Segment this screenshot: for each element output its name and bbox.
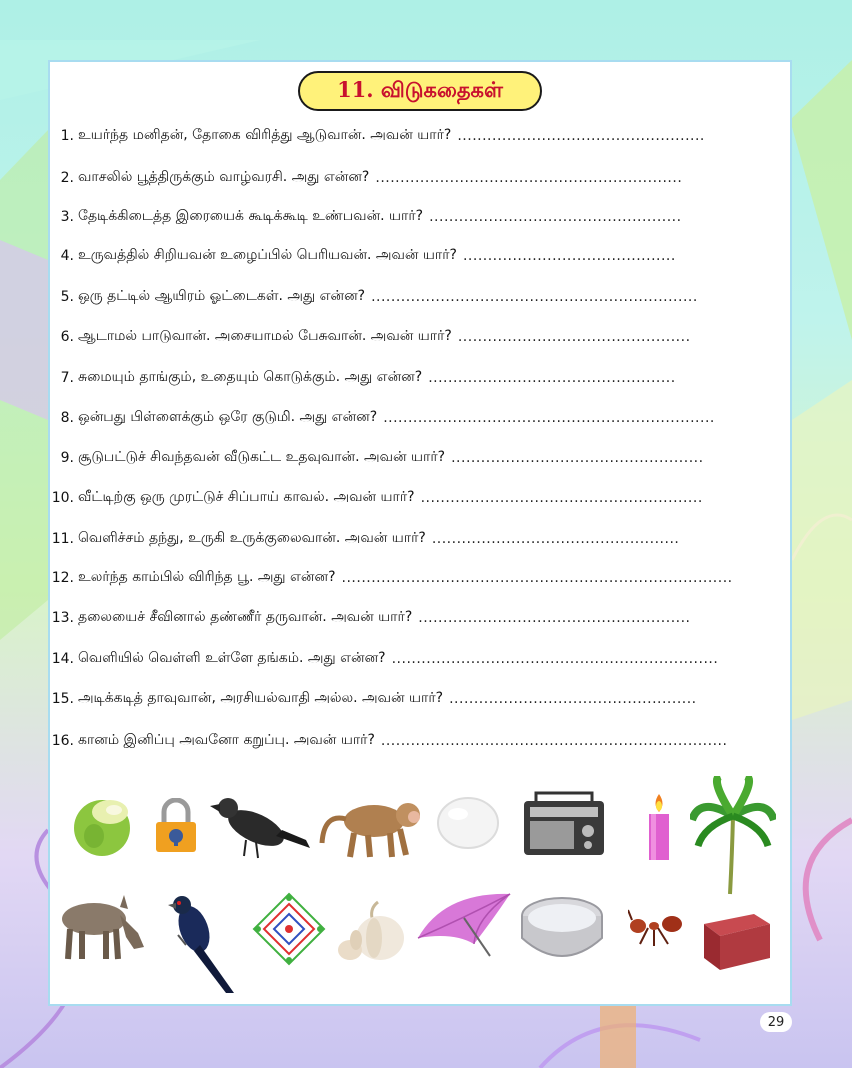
palm-tree-icon <box>690 776 776 896</box>
riddle-number: 8. <box>60 410 74 426</box>
riddle-text: சுமையும் தாங்கும், உதையும் கொடுக்கும். அது என்ன? <box>78 369 423 385</box>
umbrella-icon <box>414 888 514 960</box>
riddle-item <box>44 326 691 348</box>
padlock-icon <box>154 798 198 854</box>
riddle-item <box>44 607 691 629</box>
answer-blank[interactable]: ................................................... <box>451 450 704 466</box>
riddle-text: வீட்டிற்கு ஒரு முரட்டுச் சிப்பாய் காவல். அவன் யார்? <box>78 489 415 505</box>
riddle-text: வெளிச்சம் தந்து, உருகி உருக்குலைவான். அவன் யார்? <box>78 530 426 546</box>
page-number: 29 <box>760 1012 792 1032</box>
riddle-number: 1. <box>60 128 74 144</box>
answer-blank[interactable]: .................................................. <box>449 691 697 707</box>
coconut-icon <box>70 792 134 858</box>
riddle-item <box>44 367 676 389</box>
page-title: 11. விடுகதைகள் <box>337 77 503 102</box>
riddle-number: 6. <box>60 329 74 345</box>
riddle-number: 3. <box>60 209 74 225</box>
riddle-number: 13. <box>51 610 74 626</box>
riddle-item <box>44 730 727 752</box>
riddle-item <box>44 245 676 267</box>
cuckoo-icon <box>164 893 236 995</box>
answer-blank[interactable]: ...................................................................... <box>380 733 728 749</box>
candle-icon <box>644 794 674 862</box>
riddle-number: 10. <box>51 490 74 506</box>
answer-blank[interactable]: ........................................... <box>462 248 676 264</box>
riddle-item <box>44 688 697 710</box>
riddle-item <box>44 528 679 550</box>
egg-icon <box>436 796 500 850</box>
riddle-number: 2. <box>60 170 74 186</box>
sieve-icon <box>520 894 604 966</box>
riddle-number: 9. <box>60 450 74 466</box>
title-banner <box>298 71 542 111</box>
ant-icon <box>628 908 686 948</box>
riddle-number: 5. <box>60 289 74 305</box>
monkey-icon <box>318 793 426 859</box>
riddle-text: அடிக்கடித் தாவுவான், அரசியல்வாதி அல்ல. அவன் யார்? <box>78 690 444 706</box>
riddle-number: 7. <box>60 370 74 386</box>
riddle-text: சூடுபட்டுச் சிவந்தவன் வீடுகட்ட உதவுவான். அவன் யார்? <box>78 449 446 465</box>
answer-blank[interactable]: .................................................................. <box>391 651 719 667</box>
answer-blank[interactable]: .................................................. <box>431 531 680 547</box>
riddle-text: தேடிக்கிடைத்த இரையைக் கூடிக்கூடி உண்பவன். யார்? <box>78 208 424 224</box>
riddle-number: 14. <box>51 651 74 667</box>
riddle-item <box>44 125 705 147</box>
riddle-item <box>44 487 703 509</box>
garlic-icon <box>334 898 408 964</box>
answer-blank[interactable]: .................................................. <box>457 128 705 144</box>
answer-blank[interactable]: ............................................... <box>457 329 691 345</box>
riddle-item <box>44 447 704 469</box>
answer-blank[interactable]: ............................................................................... <box>341 570 733 586</box>
answer-blank[interactable]: ......................................................... <box>420 490 703 506</box>
riddle-item <box>44 407 715 429</box>
riddle-text: உயர்ந்த மனிதன், தோகை விரித்து ஆடுவான். அவன் யார்? <box>78 127 452 143</box>
answer-blank[interactable]: ....................................................... <box>418 610 691 626</box>
riddle-text: உலர்ந்த காம்பில் விரிந்த பூ. அது என்ன? <box>78 569 336 585</box>
riddle-text: உருவத்தில் சிறியவன் உழைப்பில் பெரியவன். அவன் யார்? <box>78 247 457 263</box>
riddle-number: 12. <box>51 570 74 586</box>
riddle-item <box>44 567 733 589</box>
riddle-item <box>44 206 682 228</box>
donkey-icon <box>54 893 146 963</box>
riddle-text: வாசலில் பூத்திருக்கும் வாழ்வரசி. அது என்ன? <box>78 169 370 185</box>
radio-icon <box>522 789 606 857</box>
answer-blank[interactable]: .............................................................. <box>375 170 683 186</box>
riddle-number: 11. <box>51 531 74 547</box>
riddle-item <box>44 167 682 189</box>
riddle-text: கானம் இனிப்பு அவனோ கறுப்பு. அவன் யார்? <box>78 732 375 748</box>
riddle-item <box>44 286 698 308</box>
crow-icon <box>206 790 310 860</box>
kolam-icon <box>252 892 326 966</box>
brick-icon <box>702 910 772 972</box>
answer-blank[interactable]: ................................................................... <box>383 410 715 426</box>
riddle-number: 4. <box>60 248 74 264</box>
answer-blank[interactable]: ................................................... <box>429 209 682 225</box>
answer-blank[interactable]: .................................................. <box>428 370 676 386</box>
riddle-text: தலையைச் சீவினால் தண்ணீர் தருவான். அவன் யார்? <box>78 609 413 625</box>
riddle-number: 15. <box>51 691 74 707</box>
riddle-text: ஒரு தட்டில் ஆயிரம் ஓட்டைகள். அது என்ன? <box>78 288 366 304</box>
riddle-item <box>44 648 718 670</box>
riddle-number: 16. <box>51 733 74 749</box>
answer-blank[interactable]: .................................................................. <box>371 289 698 305</box>
riddle-text: வெளியில் வெள்ளி உள்ளே தங்கம். அது என்ன? <box>78 650 386 666</box>
riddle-text: ஒன்பது பிள்ளைக்கும் ஒரே குடுமி. அது என்ன? <box>78 409 378 425</box>
riddle-text: ஆடாமல் பாடுவான். அசையாமல் பேசுவான். அவன் யார்? <box>78 328 452 344</box>
